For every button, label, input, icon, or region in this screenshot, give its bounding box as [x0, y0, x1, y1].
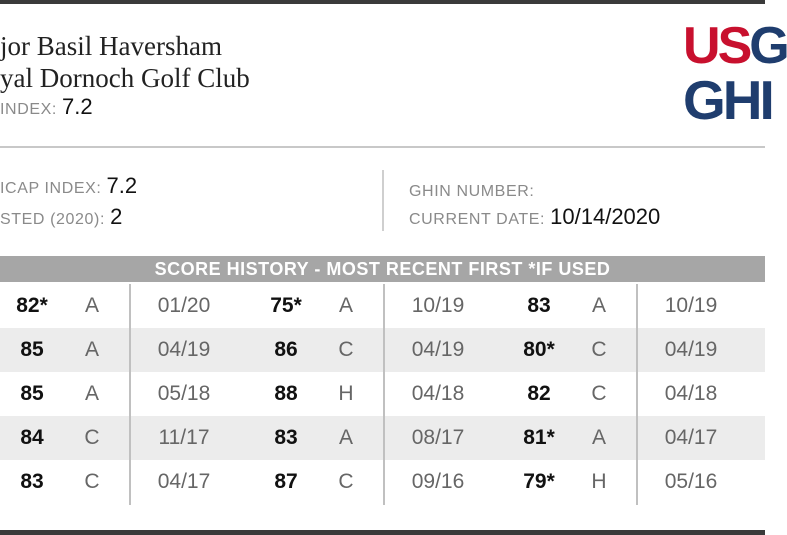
scores-posted-label: STED (2020): — [0, 211, 111, 228]
score-value: 85 — [20, 338, 44, 361]
ghin-number-label: GHIN NUMBER: — [409, 183, 535, 200]
score-type: C — [338, 338, 354, 361]
score-type: H — [591, 470, 607, 493]
ghin-number — [409, 176, 534, 202]
score-value: 75* — [270, 294, 302, 317]
score-value: 82* — [16, 294, 48, 317]
score-value: 83 — [274, 426, 298, 449]
score-date: 04/17 — [157, 470, 211, 493]
score-value: 84 — [20, 426, 44, 449]
score-date: 04/18 — [411, 382, 465, 405]
score-type: C — [591, 382, 607, 405]
score-type: C — [338, 470, 354, 493]
score-date: 04/19 — [157, 338, 211, 361]
score-date: 10/19 — [411, 294, 465, 317]
bottom-border — [0, 530, 765, 535]
score-date: 04/19 — [411, 338, 465, 361]
score-date: 04/18 — [664, 382, 718, 405]
current-date-label: CURRENT DATE: — [409, 211, 551, 228]
score-date: 09/16 — [411, 470, 465, 493]
info-divider — [382, 170, 384, 231]
header-index-label: INDEX: — [0, 101, 62, 118]
score-value: 79* — [523, 470, 555, 493]
score-date: 11/17 — [158, 426, 210, 449]
table-divider — [129, 284, 131, 505]
player-name: jor Basil Haversham — [0, 31, 222, 61]
current-date-value: 10/14/2020 — [550, 204, 661, 229]
score-type: H — [338, 382, 354, 405]
score-date: 10/19 — [664, 294, 718, 317]
score-date: 04/17 — [664, 426, 718, 449]
score-date: 01/20 — [157, 294, 211, 317]
score-value: 83 — [527, 294, 551, 317]
usga-ghin-logo — [683, 16, 787, 132]
score-type: C — [591, 338, 607, 361]
score-type: A — [591, 294, 606, 317]
score-history-title: SCORE HISTORY - MOST RECENT FIRST *IF USED — [0, 256, 765, 282]
score-date: 05/16 — [664, 470, 718, 493]
score-type: A — [591, 426, 606, 449]
score-date: 04/19 — [664, 338, 718, 361]
score-type: A — [338, 294, 353, 317]
header-index-value: 7.2 — [62, 94, 93, 119]
logo-usga-text: USG — [683, 17, 787, 75]
score-value: 83 — [20, 470, 44, 493]
scores-posted-value: 2 — [110, 204, 123, 229]
score-type: A — [84, 382, 99, 405]
score-type: C — [84, 426, 100, 449]
club-name: yal Dornoch Golf Club — [0, 63, 250, 93]
score-value: 88 — [274, 382, 298, 405]
score-date: 08/17 — [411, 426, 465, 449]
logo-ghin-text: GHI — [683, 69, 772, 131]
score-type: C — [84, 470, 100, 493]
score-value: 87 — [274, 470, 298, 493]
current-date — [409, 204, 660, 230]
score-value: 85 — [20, 382, 44, 405]
score-value: 80* — [523, 338, 555, 361]
handicap-index — [0, 173, 137, 199]
score-type: A — [338, 426, 353, 449]
header-index — [0, 94, 93, 120]
score-type: A — [84, 338, 99, 361]
score-value: 82 — [527, 382, 551, 405]
top-border — [0, 0, 765, 4]
score-value: 86 — [274, 338, 298, 361]
score-type: A — [84, 294, 99, 317]
score-value: 81* — [523, 426, 555, 449]
table-divider — [636, 284, 638, 505]
handicap-index-label: ICAP INDEX: — [0, 180, 107, 197]
header-divider — [0, 146, 765, 148]
score-date: 05/18 — [157, 382, 211, 405]
table-divider — [383, 284, 385, 505]
handicap-index-value: 7.2 — [106, 173, 138, 198]
scores-posted — [0, 204, 122, 230]
